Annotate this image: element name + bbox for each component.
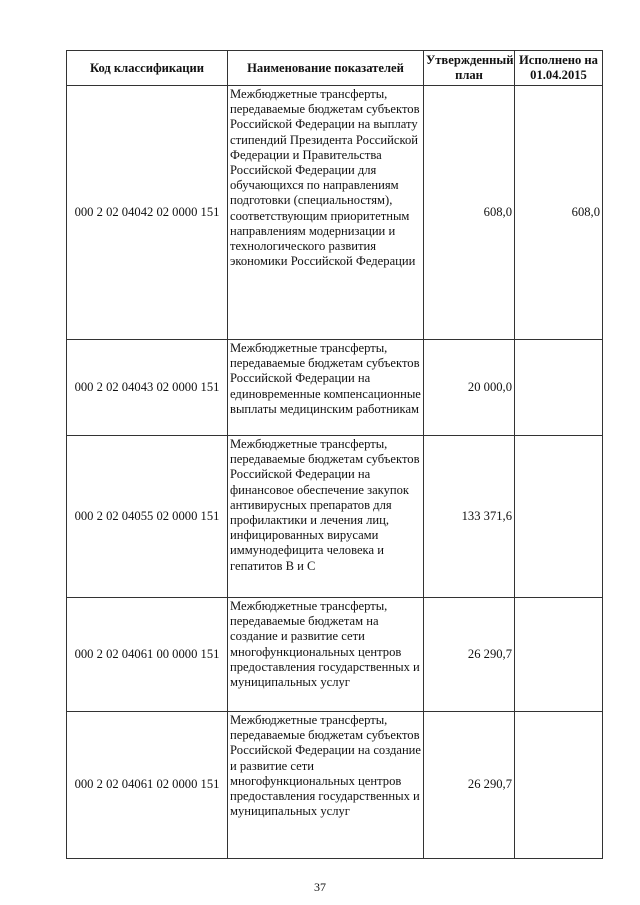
budget-table [66, 50, 603, 859]
indicator-name: Межбюджетные трансферты, передаваемые бюджетам на создание и развитие сети многофункциональных центров предоставления государственных и муниципальных услуг [228, 598, 424, 712]
approved-plan-value: 608,0 [424, 86, 515, 340]
executed-value [515, 598, 603, 712]
table-row [67, 86, 603, 340]
classification-code: 000 2 02 04043 02 0000 151 [67, 340, 228, 436]
header-name: Наименование показателей [228, 51, 424, 86]
indicator-name: Межбюджетные трансферты, передаваемые бюджетам субъектов Российской Федерации на единовременные компенсационные выплаты медицинским работникам [228, 340, 424, 436]
header-code: Код классификации [67, 51, 228, 86]
indicator-name: Межбюджетные трансферты, передаваемые бюджетам субъектов Российской Федерации на создание и развитие сети многофункциональных центров предоставления государственных и муниципальных услуг [228, 712, 424, 859]
executed-value [515, 436, 603, 598]
executed-value: 608,0 [515, 86, 603, 340]
table-row [67, 340, 603, 436]
approved-plan-value: 20 000,0 [424, 340, 515, 436]
header-plan: Утвержденный план [424, 51, 515, 86]
approved-plan-value: 26 290,7 [424, 712, 515, 859]
approved-plan-value: 133 371,6 [424, 436, 515, 598]
table-row [67, 436, 603, 598]
approved-plan-value: 26 290,7 [424, 598, 515, 712]
table-row [67, 598, 603, 712]
indicator-name: Межбюджетные трансферты, передаваемые бюджетам субъектов Российской Федерации на выплату стипендий Президента Российской Федерации и Правительства Российской Федерации для обучающихся по направлениям подготовки (специальностям), соответствующим приоритетным направлениям модернизации и технологического развития экономики Российской Федерации [228, 86, 424, 340]
header-row [67, 51, 603, 86]
classification-code: 000 2 02 04061 00 0000 151 [67, 598, 228, 712]
classification-code: 000 2 02 04055 02 0000 151 [67, 436, 228, 598]
page-number: 37 [314, 880, 326, 894]
executed-value [515, 712, 603, 859]
classification-code: 000 2 02 04061 02 0000 151 [67, 712, 228, 859]
table-row [67, 712, 603, 859]
header-executed: Исполнено на 01.04.2015 [515, 51, 603, 86]
classification-code: 000 2 02 04042 02 0000 151 [67, 86, 228, 340]
indicator-name: Межбюджетные трансферты, передаваемые бюджетам субъектов Российской Федерации на финансовое обеспечение закупок антивирусных препаратов для профилактики и лечения лиц, инфицированных вирусами иммунодефицита человека и гепатитов В и С [228, 436, 424, 598]
executed-value [515, 340, 603, 436]
